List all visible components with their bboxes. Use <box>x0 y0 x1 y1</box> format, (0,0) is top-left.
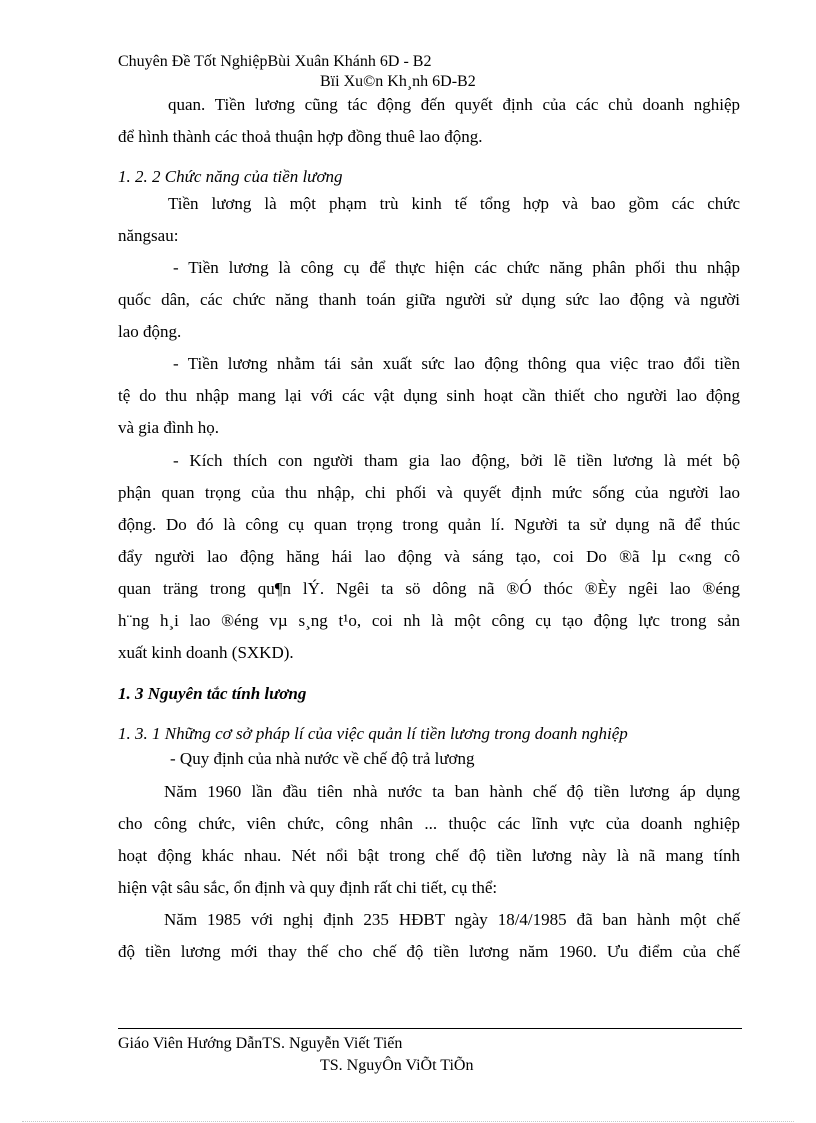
section-heading: 1. 3 Nguyên tắc tính lương <box>118 684 307 703</box>
paragraph-line: hoạt động khác nhau. Nét nổi bật trong chế độ tiền lương này là nã mang tính <box>118 846 740 865</box>
list-item-line: tệ do thu nhập mang lại với các vật dụng sinh hoạt cần thiết cho người lao động <box>118 386 740 405</box>
list-item-line: quan träng trong qu¶n lÝ. Ngêi ta sö dông nã ®Ó thóc ®Èy ngêi lao ®éng <box>118 579 740 598</box>
paragraph-line: hiện vật sâu sắc, ổn định và quy định rất chi tiết, cụ thể: <box>118 878 498 897</box>
subsection-heading: 1. 3. 1 Những cơ sở pháp lí của việc quản lí tiền lương trong doanh nghiệp <box>118 724 628 743</box>
footer-divider <box>118 1028 742 1029</box>
header-title: Chuyên Đề Tốt NghiệpBùi Xuân Khánh 6D - B2 <box>118 53 432 70</box>
paragraph-line: quan. Tiền lương cũng tác động đến quyết định của các chủ doanh nghiệp <box>168 95 740 114</box>
paragraph-line: năngsau: <box>118 226 179 245</box>
list-item-line: lao động. <box>118 322 182 341</box>
list-item-line: và gia đình họ. <box>118 418 220 437</box>
list-item-line: - Tiền lương là công cụ để thực hiện các chức năng phân phối thu nhập <box>173 258 740 277</box>
list-item-line: động. Do đó là công cụ quan trọng trong quản lí. Người ta sử dụng nã để thúc <box>118 515 740 534</box>
list-item-line: đẩy người lao động hăng hái lao động và sáng tạo, coi Do ®ã lµ c«ng cô <box>118 547 740 566</box>
page-edge-divider <box>22 1121 794 1122</box>
footer-supervisor-legacy: TS. NguyÔn ViÕt TiÕn <box>320 1057 474 1074</box>
paragraph-line: độ tiền lương mới thay thế cho chế độ tiền lương năm 1960. Ưu điểm của chế <box>118 942 740 961</box>
paragraph-line: để hình thành các thoả thuận hợp đồng thuê lao động. <box>118 127 483 146</box>
list-item-line: - Quy định của nhà nước về chế độ trả lương <box>170 749 475 768</box>
footer-supervisor: Giáo Viên Hướng DẫnTS. Nguyễn Viết Tiến <box>118 1035 403 1052</box>
paragraph-line: cho công chức, viên chức, công nhân ... thuộc các lĩnh vực của doanh nghiệp <box>118 814 740 833</box>
list-item-line: phận quan trọng của thu nhập, chi phối và quyết định mức sống của người lao <box>118 483 740 502</box>
list-item-line: xuất kinh doanh (SXKD). <box>118 643 294 662</box>
list-item-line: h¨ng h¸i lao ®éng vµ s¸ng t¹o, coi nh là một công cụ tạo động lực trong sản <box>118 611 740 630</box>
header-author-legacy: Bïi Xu©n Kh¸nh 6D-B2 <box>320 73 476 90</box>
paragraph-line: Năm 1960 lần đầu tiên nhà nước ta ban hành chế độ tiền lương áp dụng <box>164 782 740 801</box>
paragraph-line: Năm 1985 với nghị định 235 HĐBT ngày 18/4/1985 đã ban hành một chế <box>164 910 740 929</box>
paragraph-line: Tiền lương là một phạm trù kinh tế tổng hợp và bao gồm các chức <box>168 194 740 213</box>
list-item-line: quốc dân, các chức năng thanh toán giữa người sử dụng sức lao động và người <box>118 290 740 309</box>
list-item-line: - Tiền lương nhằm tái sản xuất sức lao động thông qua việc trao đổi tiền <box>173 354 740 373</box>
list-item-line: - Kích thích con người tham gia lao động, bởi lẽ tiền lương là mét bộ <box>173 451 740 470</box>
section-heading: 1. 2. 2 Chức năng của tiền lương <box>118 167 343 186</box>
